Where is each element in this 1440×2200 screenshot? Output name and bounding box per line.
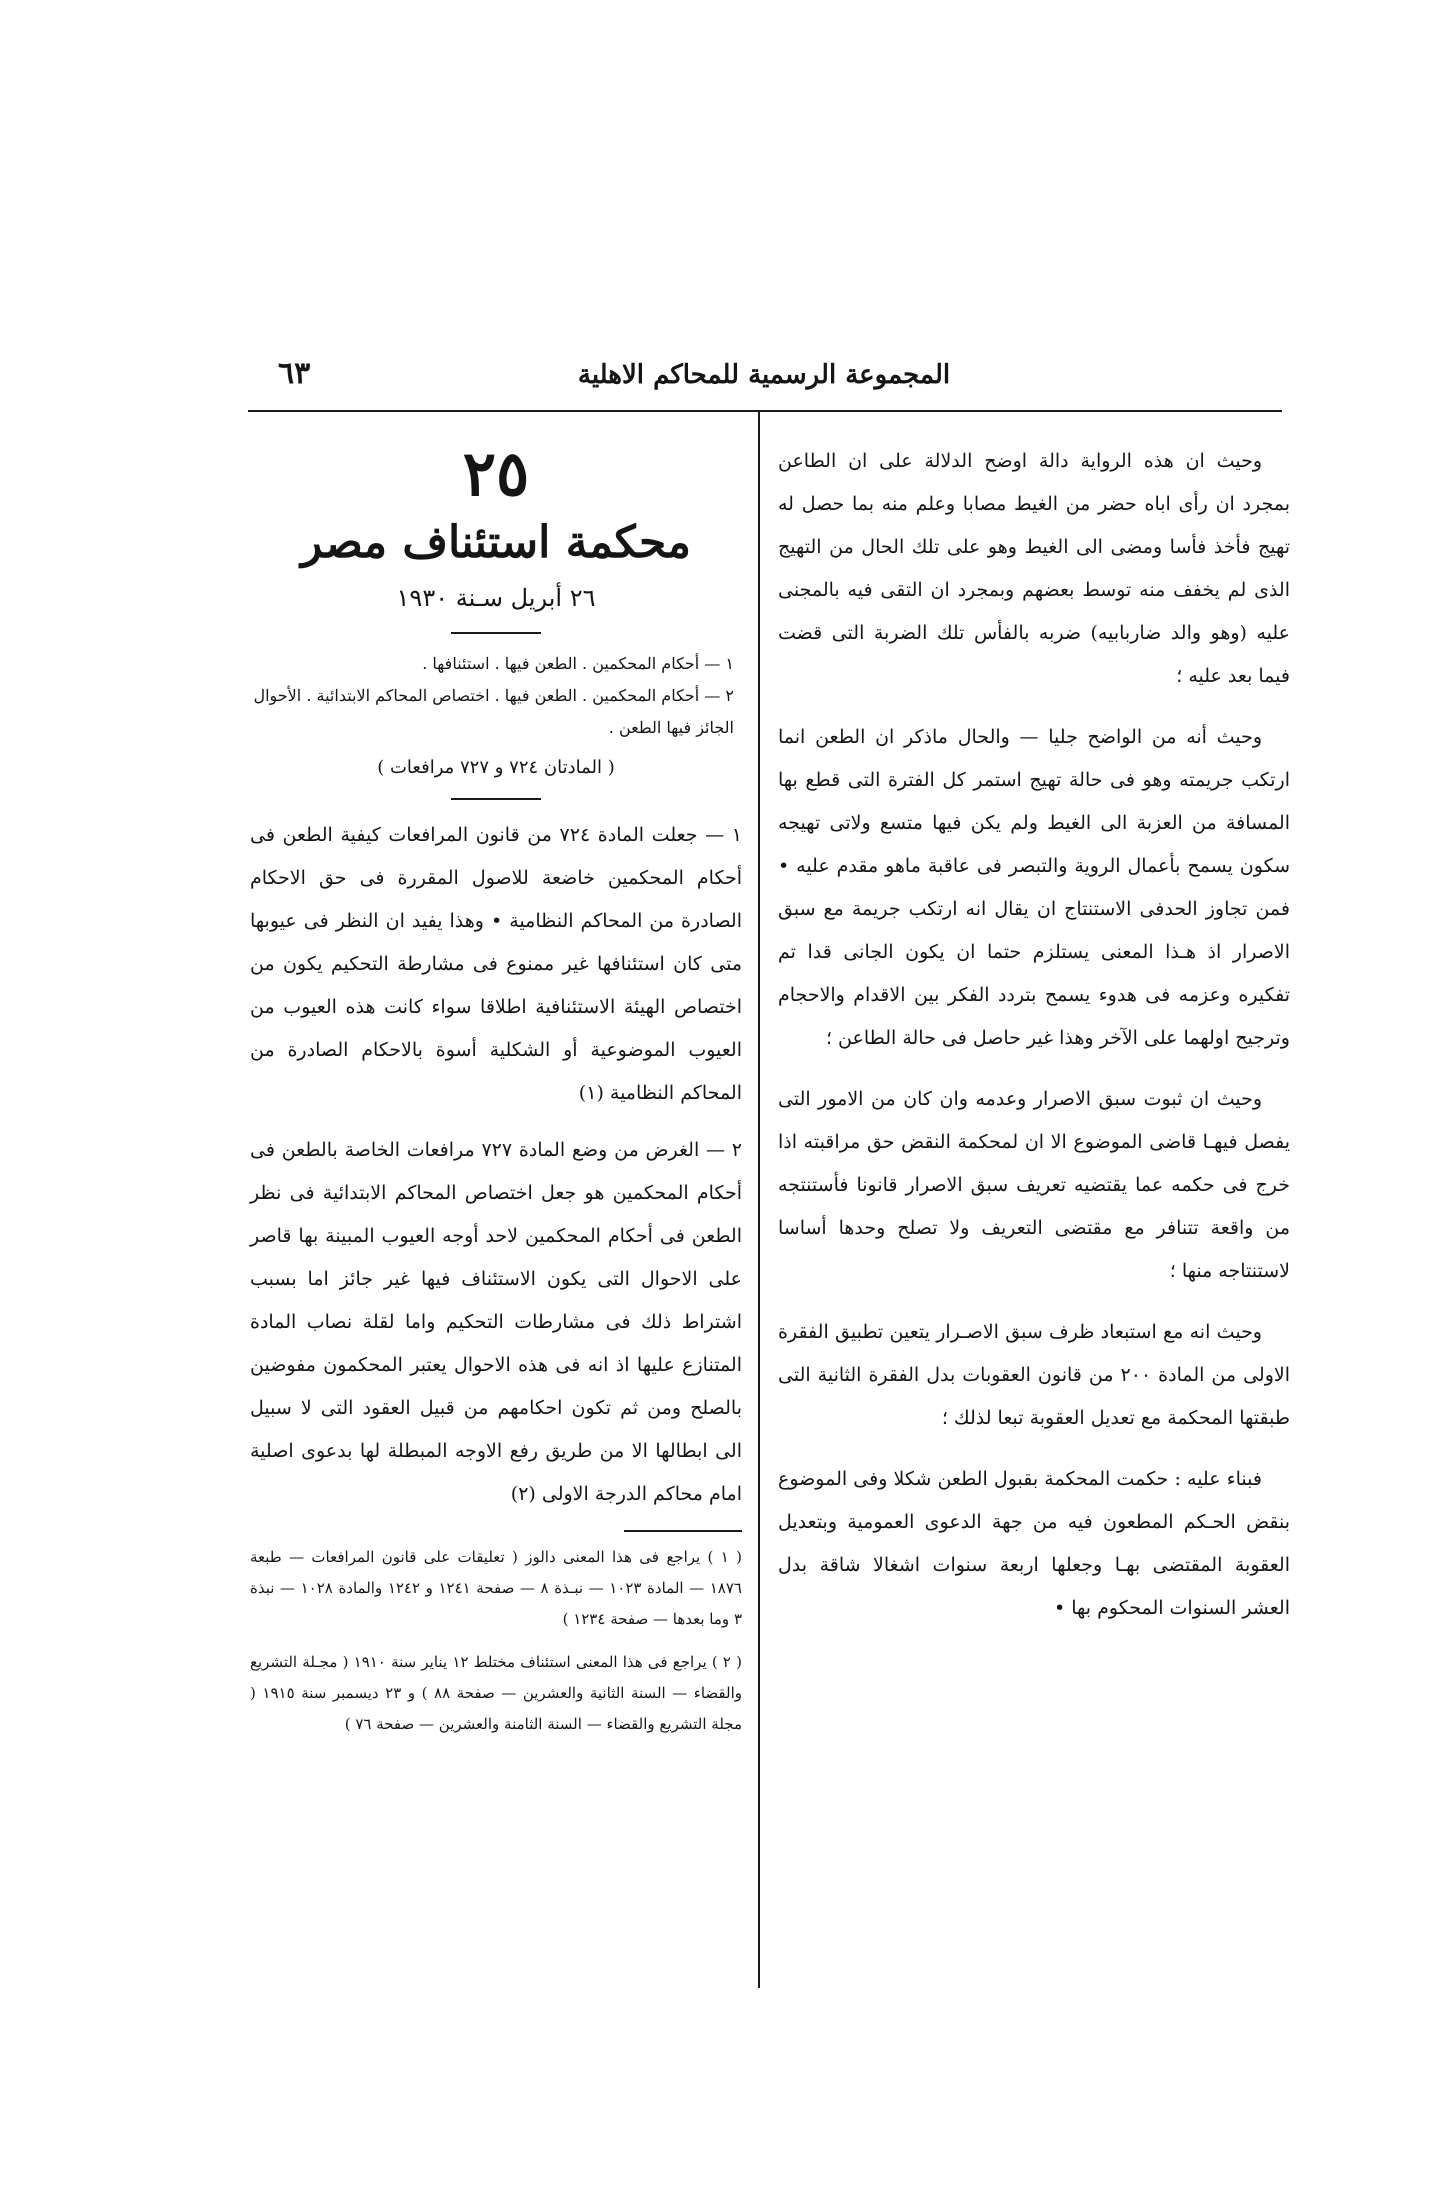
case-date: ٢٦ أبريل سـنة ١٩٣٠ xyxy=(396,584,596,612)
section-rule xyxy=(451,632,541,634)
judgment-paragraph: وحيث ان ثبوت سبق الاصرار وعدمه وان كان من الامور التى يفصل فيهـا قاضى الموضوع الا ان لمحكمة النقض حق مراقبته اذا خرج فى حكمه عما يقتضيه تعريف سبق الاصرار قانونا فأستنتجه من واقعة تتنافر مع مقتضى التعريف ولا تصلح وحدها أساسا لاستنتاجه منها ؛ xyxy=(778,1088,1290,1282)
footnote: ( ٢ ) يراجع فى هذا المعنى استئناف مختلط ١٢ يناير سنة ١٩١٠ ( مجـلة التشريع والقضاء — السنة الثانية والعشرين — صفحة ٨٨ ) و ٢٣ ديسمبر سنة ١٩١٥ ( مجلة التشريع والقضاء — السنة الثامنة والعشرين — صفحة ٧٦ ) xyxy=(250,1653,742,1733)
summary-item: ١ — أحكام المحكمين . الطعن فيها . استئنافها . xyxy=(422,654,734,673)
footnote-rule xyxy=(624,1530,742,1532)
court-name: محكمة استئناف مصر xyxy=(301,517,691,568)
page-header xyxy=(248,352,1280,408)
left-column xyxy=(250,436,742,1752)
section-rule xyxy=(451,798,541,800)
column-divider xyxy=(758,410,760,1988)
page-number: ٦٣ xyxy=(278,356,311,391)
articles-reference: ( المادتان ٧٢٤ و ٧٢٧ مرافعات ) xyxy=(377,757,615,778)
footnote: ( ١ ) يراجع فى هذا المعنى دالوز ( تعليقات على قانون المرافعات — طبعة ١٨٧٦ — المادة ١٠٢٣ — نبـذة ٨ — صفحة ١٢٤١ و ١٢٤٢ والمادة ١٠٢٨ — نبذة ٣ وما بعدها — صفحة ١٢٣٤ ) xyxy=(250,1548,743,1628)
header-rule xyxy=(248,410,1282,412)
judgment-paragraph: وحيث أنه من الواضح جليا — والحال ماذكر ان الطعن انما ارتكب جريمته وهو فى حالة تهيج استمر كل الفترة التى قطع بها المسافة من العزبة الى الغيط ولم يكن فيها متسع ولاتى تهيجه سكون يسمح بأعمال الروية والتبصر فى عاقبة ماهو مقدم عليه • فمن تجاوز الحدفى الاستنتاج ان يقال انه ارتكب جريمة مع سبق الاصرار اذ هـذا المعنى يستلزم حتما ان يكون الجانى قدا تم تفكيره وعزمه فى هدوء يسمح بتردد الفكر بين الاقدام والاحجام وترجيح اولهما على الآخر وهذا غير حاصل فى حالة الطاعن ؛ xyxy=(778,726,1290,1049)
publication-title: المجموعة الرسمية للمحاكم الاهلية xyxy=(577,360,951,390)
principle-paragraph: ٢ — الغرض من وضع المادة ٧٢٧ مرافعات الخاصة بالطعن فى أحكام المحكمين هو جعل اختصاص المحاكم الابتدائية فى نظر الطعن فى أحكام المحكمين لاحد أوجه العيوب المبينة بها قاصر على الاحوال التى يكون الاستئناف فيها غير جائز اما بسبب اشتراط ذلك فى مشارطات التحكيم واما لقلة نصاب المادة المتنازع عليها اذ انه فى هذه الاحوال يعتبر المحكمون مفوضين بالصلح ومن ثم تكون احكامهم من قبيل العقود التى لا سبيل الى ابطالها الا من طريق رفع الاوجه المبطلة لها بدعوى اصلية امام محاكم الدرجة الاولى (٢) xyxy=(250,1139,743,1505)
principle-paragraph: ١ — جعلت المادة ٧٢٤ من قانون المرافعات كيفية الطعن فى أحكام المحكمين خاضعة للاصول المقررة فى حق الاحكام الصادرة من المحاكم النظامية • وهذا يفيد ان النظر فى عيوبها متى كان استئنافها غير ممنوع فى مشارطة التحكيم يكون من اختصاص الهيئة الاستئنافية اطلاقا سواء كانت هذه العيوب من العيوب الموضوعية أو الشكلية أسوة بالاحكام الصادرة من المحاكم النظامية (١) xyxy=(250,824,742,1104)
case-number: ٢٥ xyxy=(462,437,530,510)
right-column xyxy=(778,440,1290,1648)
judgment-paragraph: وحيث ان هذه الرواية دالة اوضح الدلالة على ان الطاعن بمجرد ان رأى اباه حضر من الغيط مصابا وعلم منه بما حصل له تهيج فأخذ فأسا ومضى الى الغيط وهو على تلك الحال من التهيج الذى لم يخفف منه توسط بعضهم وبمجرد ان التقى فيه بالمجنى عليه (وهو والد ضاربابيه) ضربه بالفأس تلك الضربة التى قضت فيما بعد عليه ؛ xyxy=(778,450,1290,687)
summary-item: ٢ — أحكام المحكمين . الطعن فيها . اختصاص المحاكم الابتدائية . الأحوال الجائز فيها الطعن . xyxy=(253,686,734,737)
judgment-paragraph: وحيث انه مع استبعاد ظرف سبق الاصـرار يتعين تطبيق الفقرة الاولى من المادة ٢٠٠ من قانون العقوبات بدل الفقرة الثانية التى طبقتها المحكمة مع تعديل العقوبة تبعا لذلك ؛ xyxy=(778,1321,1290,1429)
verdict-paragraph: فبناء عليه : حكمت المحكمة بقبول الطعن شكلا وفى الموضوع بنقض الحـكم المطعون فيه من جهة الدعوى العمومية وبتعديل العقوبة المقتضى بهـا وجعلها اربعة سنوات اشغالا شاقة بدل العشر السنوات المحكوم بها • xyxy=(778,1468,1290,1619)
